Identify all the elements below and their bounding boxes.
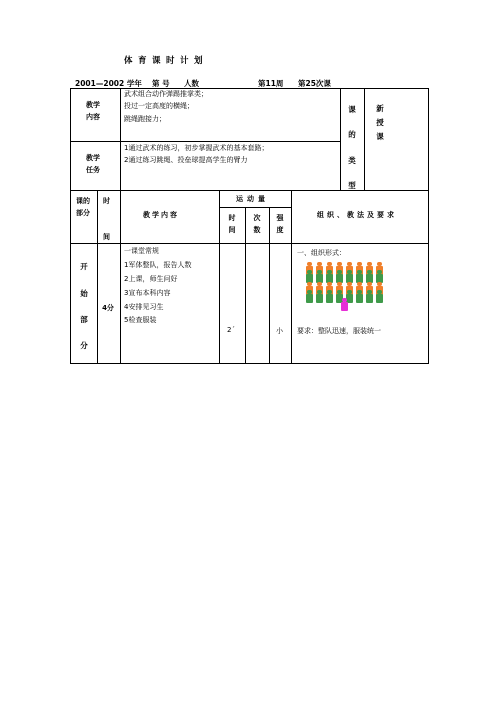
lesson-type-value-char: 新 [376,104,384,113]
student-figure [306,290,313,303]
table-divider-load-time [245,207,246,364]
table-divider-header [70,190,429,191]
teaching-task-item: 2通过练习跳绳、投垒球提高学生的臂力 [124,156,248,164]
table-divider-part [97,190,98,364]
header-part-2: 部分 [76,209,90,217]
lesson-type-label-char: 型 [348,181,356,190]
teaching-content-item: 跳绳跑接力； [124,115,166,123]
lesson-type-value-char: 授 [376,118,384,127]
table-border-left [70,88,71,364]
start-intensity: 小 [276,327,283,335]
start-content-item: 1军体整队，报告人数 [124,261,192,269]
table-border-right [428,88,429,364]
lesson-type-label-char: 课 [348,105,356,114]
teaching-content-item: 武术组合动作弹踢推掌类； [124,90,208,98]
table-divider-content-task [70,141,340,142]
header-time-bottom: 间 [103,233,110,241]
start-content-item: 4安排见习生 [124,303,164,311]
lesson-count: 第25次课 [298,79,331,88]
table-divider-body [70,243,429,244]
start-time: 4分 [102,304,114,312]
start-part-char: 始 [80,289,88,298]
table-divider-org [291,190,292,364]
teaching-content-item: 投过一定高度的横绳； [124,102,194,110]
table-divider-type-value [364,88,365,191]
teacher-figure [341,298,348,311]
header-load-time: 时间 [228,214,236,234]
start-content-item: 一课堂常规 [124,247,159,255]
start-content-item: 2上课，师生问好 [124,275,178,283]
table-divider-load-count [269,207,270,364]
teaching-task-label-1: 教学 [86,154,100,162]
table-divider-load [219,207,291,208]
formation-diagram [306,262,386,312]
people-count-label: 人数 [184,79,199,88]
table-divider-time [120,190,121,364]
student-figure [376,290,383,303]
organization-requirement: 要求：整队迅速，服装统一 [297,327,381,335]
table-divider-type [340,88,341,191]
teaching-content-label-2: 内容 [86,113,100,121]
table-divider-content [219,190,220,364]
header-load-count: 次数 [253,214,261,234]
start-content-item: 3宣布本科内容 [124,289,171,297]
start-part-char: 开 [80,262,88,271]
student-figure [326,290,333,303]
student-figure [366,290,373,303]
start-part-char: 部 [80,315,88,324]
teaching-content-label-1: 教学 [86,101,100,109]
start-load-time: 2ˊ [227,326,235,334]
student-figure [316,290,323,303]
teaching-task-item: 1通过武术的练习，初步掌握武术的基本套路； [124,144,269,152]
header-time-top: 时 [103,197,110,205]
student-figure [356,290,363,303]
header-organization: 组织、教法及要求 [317,211,397,219]
start-part-char: 分 [80,341,88,350]
page-title: 体育课时计划 [124,56,209,66]
lesson-number-label: 第 号 [152,79,170,88]
lesson-type-label-char: 类 [348,156,356,165]
header-load: 运动量 [236,195,269,203]
teaching-task-label-2: 任务 [86,166,100,174]
week-number: 第11周 [258,79,284,88]
start-content-item: 5检查服装 [124,316,157,324]
table-border-bottom [70,363,429,364]
lesson-type-value-char: 课 [376,132,384,141]
header-content: 教学内容 [143,211,179,219]
table-divider-label [120,88,121,191]
organization-title: 一、组织形式： [297,249,346,257]
lesson-type-label-char: 的 [348,130,356,139]
school-year: 2001—2002 学年 [75,79,142,88]
header-part-1: 课的 [76,197,90,205]
header-load-intensity: 强度 [276,214,284,234]
